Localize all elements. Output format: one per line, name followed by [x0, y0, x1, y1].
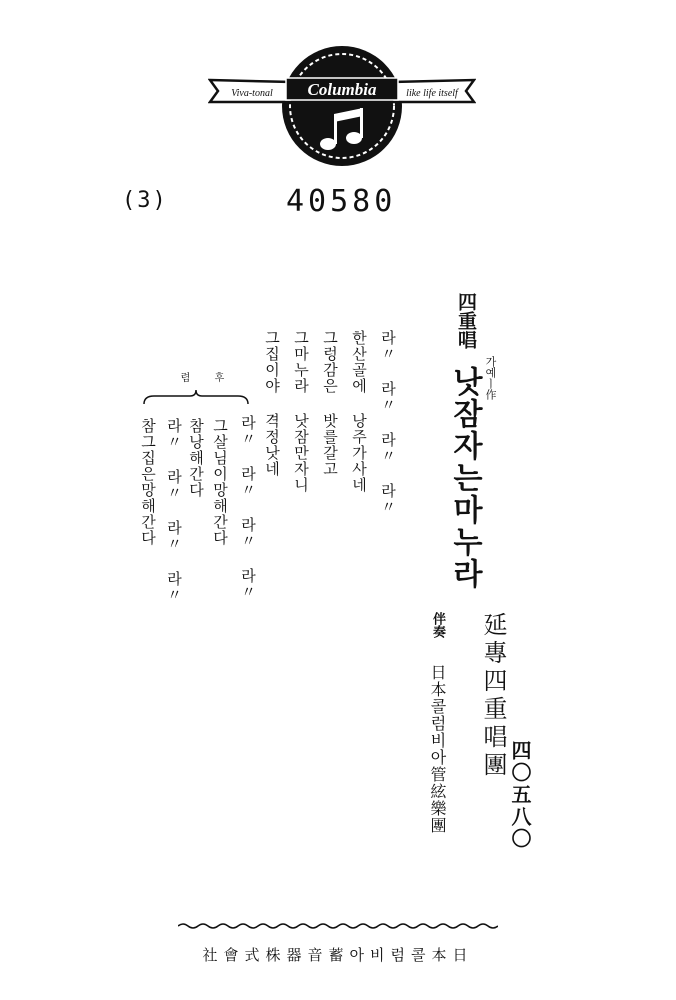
logo-left-banner-text: Viva-tonal [231, 88, 273, 99]
chorus-bracket [140, 388, 252, 408]
lyric-line-8: 참낭해간다 [187, 418, 205, 498]
logo-right-banner-text: like life itself [406, 88, 458, 99]
logo-graphic [208, 40, 476, 180]
genre-label: 四重唱 [455, 292, 477, 349]
logo-brand-text: Columbia [307, 80, 377, 99]
lyric-line-4: 그마누라 낫잠만자니 [292, 330, 310, 493]
chorus-label-bottom: 렴 [178, 372, 189, 382]
song-title: 낫잠자는마누라 [447, 366, 482, 590]
chorus-label-top: 후 [212, 372, 223, 382]
columbia-logo [208, 40, 476, 180]
accompaniment: 日本콜럼비아管絃樂團 [428, 664, 447, 834]
lyric-line-7: 그살님이망해간다 [211, 418, 229, 546]
lyric-line-9: 라〃 라〃 라〃 라〃 [165, 418, 183, 603]
accompaniment-label: 伴奏 [430, 612, 445, 638]
composer-credit: 가예ㅣ作 [484, 356, 497, 400]
lyric-line-1: 라〃 라〃 라〃 라〃 [379, 330, 397, 515]
lyric-line-2: 한산골에 낭주가사네 [350, 330, 368, 493]
performer: 延專四重唱團 [479, 612, 507, 780]
record-number: 40580 [286, 184, 397, 219]
footer-divider [178, 922, 498, 930]
lyric-line-6: 라〃 라〃 라〃 라〃 [239, 415, 257, 600]
lyric-line-3: 그렁감은 밧를갈고 [321, 330, 339, 477]
lyric-line-10: 참그집은망해간다 [139, 418, 157, 546]
catalog-number-kanji: 四〇五八〇 [508, 740, 532, 850]
publisher-footer: 日本콜럼비아蓄音器株式會社 [202, 946, 474, 964]
catalog-index: (3) [122, 188, 168, 213]
lyric-line-5: 그집이야 격정낫네 [263, 330, 281, 477]
